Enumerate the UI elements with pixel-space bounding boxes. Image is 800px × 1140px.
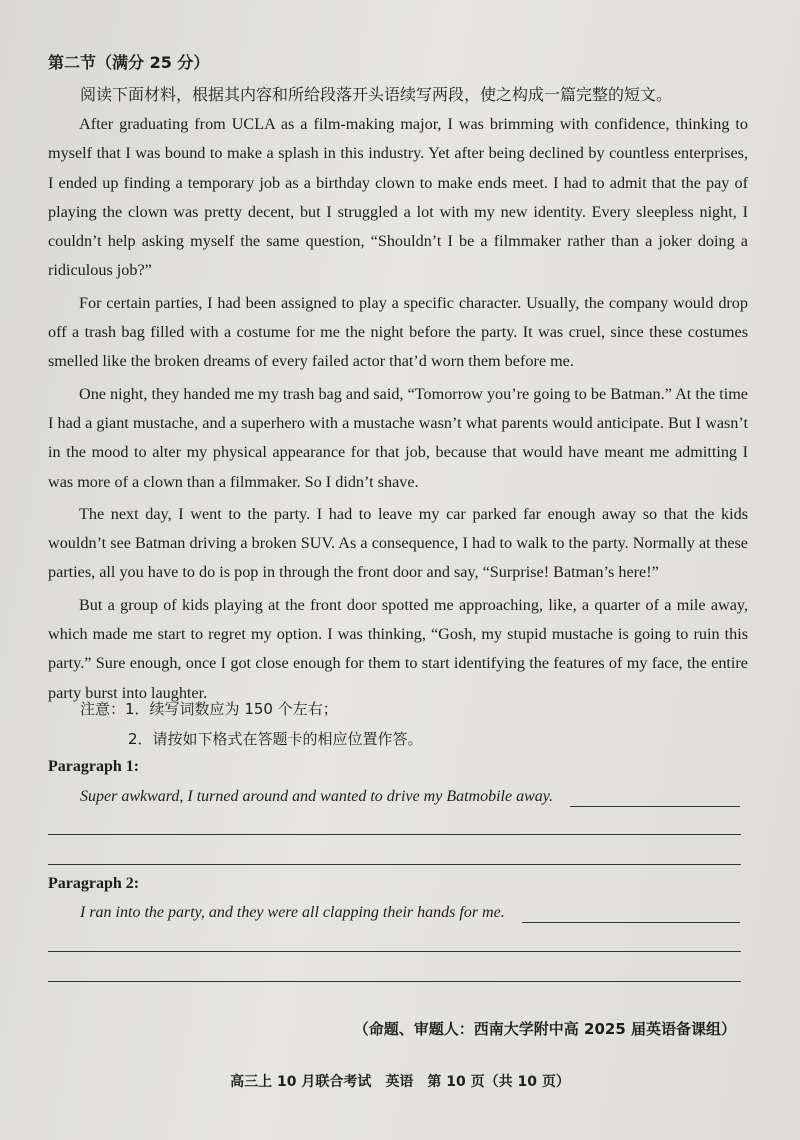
note-word-count: 注意：1．续写词数应为 150 个左右； [80, 700, 338, 718]
paragraph2-answer-line[interactable] [48, 981, 741, 982]
paragraph1-answer-line[interactable] [48, 864, 741, 865]
section-heading: 第二节（满分 25 分） [48, 53, 210, 72]
page-footer: 高三上 10 月联合考试 英语 第 10 页（共 10 页） [230, 1074, 570, 1090]
paragraph2-answer-line[interactable] [522, 922, 740, 923]
section-instruction: 阅读下面材料，根据其内容和所给段落开头语续写两段，使之构成一篇完整的短文。 [80, 85, 673, 104]
paragraph2-answer-line[interactable] [48, 951, 741, 952]
writing-notes [80, 694, 423, 754]
story-paragraph: For certain parties, I had been assigned to play a specific character. Usually, the company would drop off a trash bag filled with a costume for me the night before the party. It was cruel, since these costumes smelled like the broken dreams of every failed actor that’d worn them before me. [48, 293, 748, 371]
story-paragraph: After graduating from UCLA as a film-making major, I was brimming with confidence, thinking to myself that I was bound to make a splash in this industry. Yet after being declined by countless enterprises, I ended up finding a temporary job as a birthday clown to make ends meet. I had to admit that the pay of playing the clown was pretty decent, but I struggled a lot with my new identity. Every sleepless night, I couldn’t help asking myself the same question, “Shouldn’t I be a filmmaker rather than a joker doing a ridiculous job?” [48, 115, 748, 280]
story-paragraph: One night, they handed me my trash bag and said, “Tomorrow you’re going to be Batman.” At the time I had a giant mustache, and a superhero with a mustache wasn’t what parents would anticipate. But I wasn’t in the mood to alter my physical appearance for that job, because that would have meant me admitting I was more of a clown than a filmmaker. So I didn’t shave. [48, 384, 748, 491]
paragraph1-answer-line[interactable] [570, 806, 740, 807]
question-credit: （命题、审题人：西南大学附中高 2025 届英语备课组） [353, 1020, 736, 1038]
paragraph1-label: Paragraph 1: [48, 758, 140, 775]
story-passage [48, 110, 748, 711]
note-answer-format: 2．请按如下格式在答题卡的相应位置作答。 [128, 730, 423, 748]
paragraph1-answer-line[interactable] [48, 834, 741, 835]
story-paragraph: The next day, I went to the party. I had to leave my car parked far enough away so that the kids wouldn’t see Batman driving a broken SUV. As a consequence, I had to walk to the party. Normally at these parties, all you have to do is pop in through the front door and say, “Surprise! Batman’s here!” [48, 504, 748, 582]
story-paragraph: But a group of kids playing at the front door spotted me approaching, like, a quarter of a mile away, which made me start to regret my option. I was thinking, “Gosh, my stupid mustache is going to ruin this party.” Sure enough, once I got close enough for them to start identifying the features of my face, the entire party burst into laughter. [48, 595, 748, 702]
paragraph2-label: Paragraph 2: [48, 875, 140, 892]
paragraph2-opening: I ran into the party, and they were all clapping their hands for me. [80, 904, 505, 921]
paragraph1-opening: Super awkward, I turned around and wanted to drive my Batmobile away. [80, 788, 553, 805]
